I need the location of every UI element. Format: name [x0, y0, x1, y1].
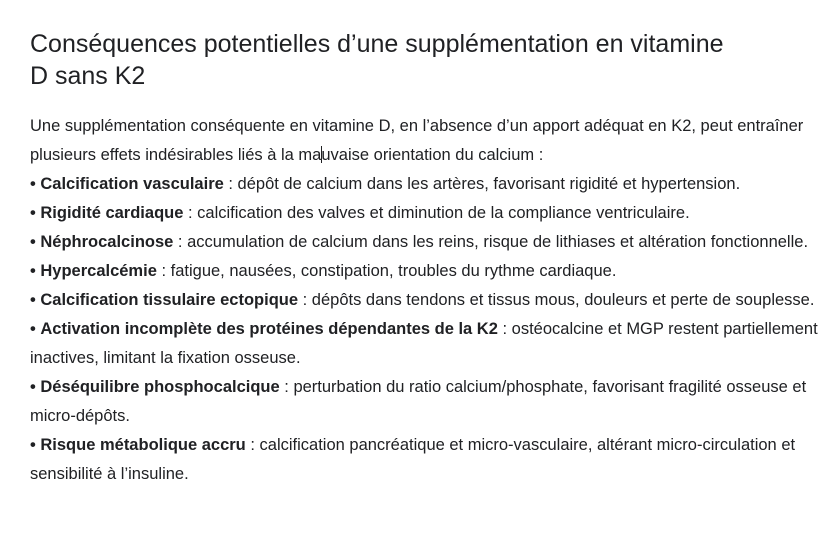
item-description: : perturbation du ratio calcium/phosphate, favorisant fragilité osseuse et micro-dépôts. [30, 378, 807, 425]
intro-text-start: Une supplémentation conséquente en vitamine D, en l’absence d’un apport adéquat en K2, peut entraîner plusieurs effets indésirables liés à la ma [30, 117, 804, 164]
list-item [30, 315, 819, 373]
list-item [30, 170, 819, 199]
item-description: : fatigue, nausées, constipation, troubles du rythme cardiaque. [156, 262, 617, 280]
item-description: : calcification pancréatique et micro-vasculaire, altérant micro-circulation et sensibilité à l’insuline. [30, 436, 796, 483]
article-title: Conséquences potentielles d’une supplémentation en vitamine D sans K2 [30, 30, 724, 90]
bullet-icon: • [30, 204, 36, 222]
effects-list [30, 170, 819, 489]
item-term: Activation incomplète des protéines dépendantes de la K2 [40, 320, 498, 338]
bullet-icon: • [30, 175, 36, 193]
bullet-icon: • [30, 378, 36, 396]
item-term: Rigidité cardiaque [40, 204, 184, 222]
bullet-icon: • [30, 320, 36, 338]
item-description: : accumulation de calcium dans les reins, risque de lithiases et altération fonctionnelle. [173, 233, 809, 251]
intro-text-end: uvaise orientation du calcium : [321, 146, 544, 164]
item-description: : ostéocalcine et MGP restent partiellement inactives, limitant la fixation osseuse. [30, 320, 818, 367]
bullet-icon: • [30, 233, 36, 251]
list-item [30, 431, 819, 489]
item-term: Calcification vasculaire [40, 175, 224, 193]
bullet-icon: • [30, 291, 36, 309]
item-term: Risque métabolique accru [40, 436, 246, 454]
list-item [30, 199, 819, 228]
bullet-icon: • [30, 436, 36, 454]
item-description: : dépôt de calcium dans les artères, favorisant rigidité et hypertension. [223, 175, 741, 193]
list-item [30, 257, 819, 286]
item-description: : calcification des valves et diminution de la compliance ventriculaire. [183, 204, 690, 222]
list-item [30, 228, 819, 257]
item-description: : dépôts dans tendons et tissus mous, douleurs et perte de souplesse. [298, 291, 815, 309]
list-item [30, 373, 819, 431]
item-term: Calcification tissulaire ectopique [40, 291, 299, 309]
intro-paragraph[interactable] [30, 112, 819, 170]
bullet-icon: • [30, 262, 36, 280]
item-term: Déséquilibre phosphocalcique [40, 378, 280, 396]
item-term: Néphrocalcinose [40, 233, 174, 251]
list-item [30, 286, 819, 315]
item-term: Hypercalcémie [40, 262, 157, 280]
